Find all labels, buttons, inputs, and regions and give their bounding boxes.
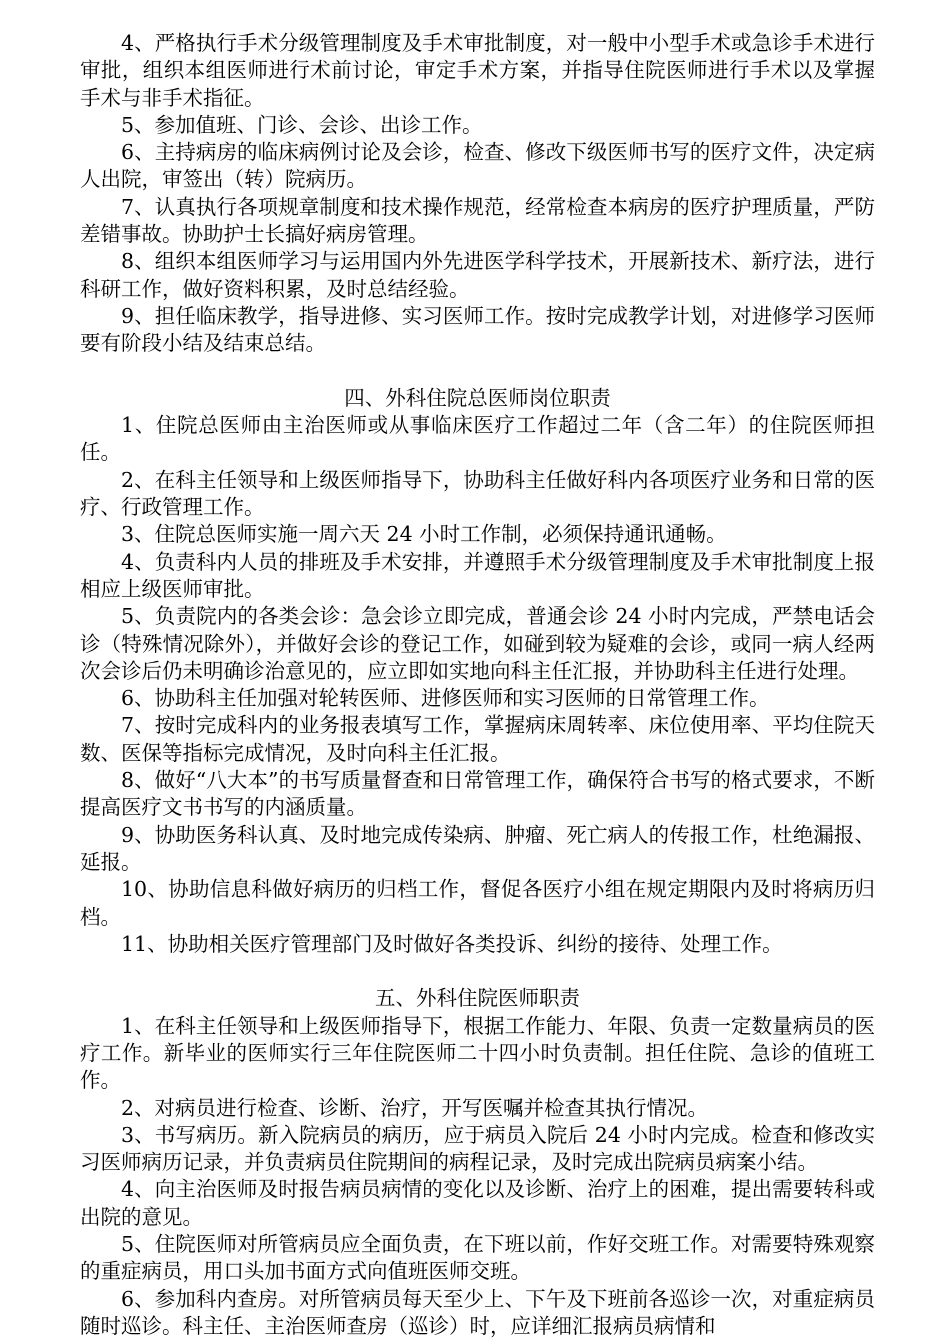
- paragraph-s4-item-8: 8、做好“八大本”的书写质量督查和日常管理工作，确保符合书写的格式要求，不断提高医疗文书书写的内涵质量。: [80, 768, 875, 820]
- paragraph-s5-item-5: 5、住院医师对所管病员应全面负责，在下班以前，作好交班工作。对需要特殊观察的重症病员，用口头加书面方式向值班医师交班。: [80, 1232, 875, 1284]
- document-page: [80, 30, 875, 1340]
- paragraph-s4-item-9: 9、协助医务科认真、及时地完成传染病、肿瘤、死亡病人的传报工作，杜绝漏报、延报。: [80, 822, 875, 874]
- paragraph-s4-item-7: 7、按时完成科内的业务报表填写工作，掌握病床周转率、床位使用率、平均住院天数、医保等指标完成情况，及时向科主任汇报。: [80, 713, 875, 765]
- paragraph-s4-item-10: 10、协助信息科做好病历的归档工作，督促各医疗小组在规定期限内及时将病历归档。: [80, 877, 875, 929]
- paragraph-s3-item-9: 9、担任临床教学，指导进修、实习医师工作。按时完成教学计划，对进修学习医师要有阶段小结及结束总结。: [80, 303, 875, 356]
- paragraph-s4-item-3: 3、住院总医师实施一周六天 24 小时工作制，必须保持通讯通畅。: [121, 522, 727, 547]
- paragraph-s4-item-4: 4、负责科内人员的排班及手术安排，并遵照手术分级管理制度及手术审批制度上报相应上级医师审批。: [80, 549, 875, 601]
- paragraph-s4-item-1: 1、住院总医师由主治医师或从事临床医疗工作超过二年（含二年）的住院医师担任。: [80, 413, 875, 465]
- paragraph-s3-item-4: 4、严格执行手术分级管理制度及手术审批制度，对一般中小型手术或急诊手术进行审批，组织本组医师进行术前讨论，审定手术方案，并指导住院医师进行手术以及掌握手术与非手术指征。: [80, 31, 875, 110]
- paragraph-s5-item-4: 4、向主治医师及时报告病员病情的变化以及诊断、治疗上的困难，提出需要转科或出院的意见。: [80, 1177, 875, 1229]
- paragraph-s5-item-2: 2、对病员进行检查、诊断、治疗，开写医嘱并检查其执行情况。: [121, 1095, 709, 1120]
- paragraph-s5-item-3: 3、书写病历。新入院病员的病历，应于病员入院后 24 小时内完成。检查和修改实习医师病历记录，并负责病员住院期间的病程记录，及时完成出院病员病案小结。: [80, 1122, 875, 1175]
- section5-title: 五、外科住院医师职责: [375, 986, 580, 1011]
- section-spacer: [80, 358, 875, 385]
- paragraph-s3-item-6: 6、主持病房的临床病例讨论及会诊，检查、修改下级医师书写的医疗文件，决定病人出院，审签出（转）院病历。: [80, 140, 875, 192]
- paragraph-s4-item-2: 2、在科主任领导和上级医师指导下，协助科主任做好科内各项医疗业务和日常的医疗、行政管理工作。: [80, 467, 875, 520]
- paragraph-s3-item-5: 5、参加值班、门诊、会诊、出诊工作。: [121, 112, 483, 137]
- section4-title: 四、外科住院总医师岗位职责: [344, 385, 611, 410]
- section-spacer: [80, 958, 875, 985]
- paragraph-s3-item-7: 7、认真执行各项规章制度和技术操作规范，经常检查本病房的医疗护理质量，严防差错事故。协助护士长搞好病房管理。: [80, 194, 875, 247]
- paragraph-s5-item-6: 6、参加科内查房。对所管病员每天至少上、下午及下班前各巡诊一次，对重症病员随时巡诊。科主任、主治医师查房（巡诊）时，应详细汇报病员病情和: [80, 1286, 875, 1338]
- paragraph-s4-item-11: 11、协助相关医疗管理部门及时做好各类投诉、纠纷的接待、处理工作。: [121, 931, 783, 956]
- paragraph-s3-item-8: 8、组织本组医师学习与运用国内外先进医学科学技术，开展新技术、新疗法，进行科研工作，做好资料积累，及时总结经验。: [80, 249, 875, 301]
- paragraph-s5-item-1: 1、在科主任领导和上级医师指导下，根据工作能力、年限、负责一定数量病员的医疗工作。新毕业的医师实行三年住院医师二十四小时负责制。担任住院、急诊的值班工作。: [80, 1013, 875, 1093]
- paragraph-s4-item-6: 6、协助科主任加强对轮转医师、进修医师和实习医师的日常管理工作。: [121, 686, 770, 711]
- paragraph-s4-item-5: 5、负责院内的各类会诊：急会诊立即完成，普通会诊 24 小时内完成，严禁电话会诊（特殊情况除外），并做好会诊的登记工作，如碰到较为疑难的会诊，或同一病人经两次会诊后仍未明确诊治意见的，应立即如实地向科主任汇报，并协助科主任进行处理。: [80, 604, 875, 683]
